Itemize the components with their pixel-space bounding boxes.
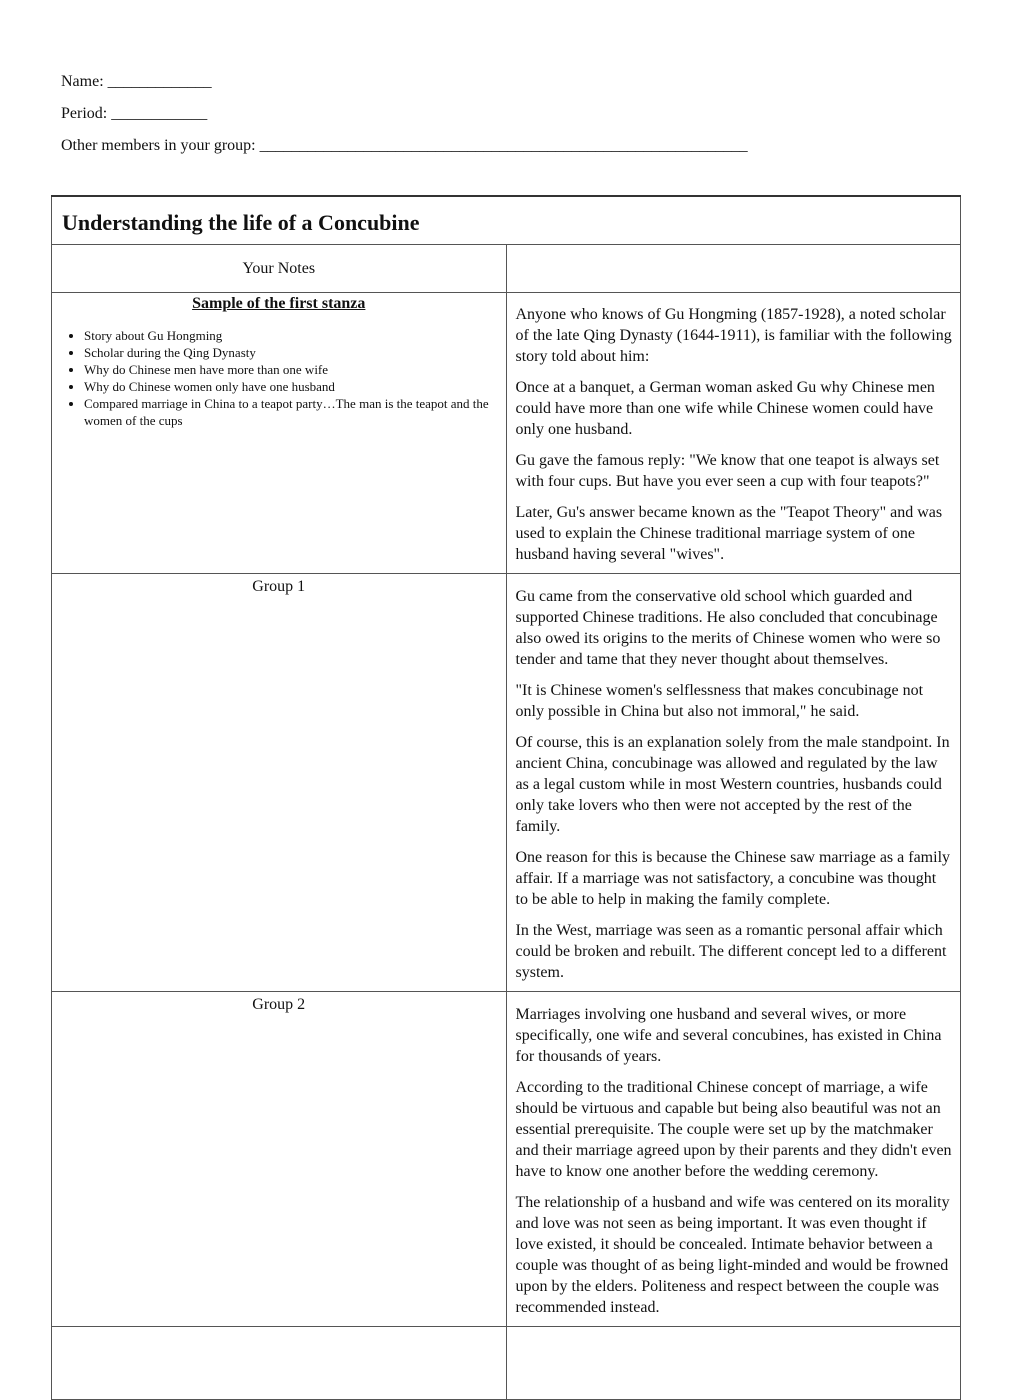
- paragraph: The relationship of a husband and wife was centered on its morality and love was not seen as being important. It was even thought if love existed, it should be concealed. Intimate behavior between a couple was thought of as being light-minded and would be frowned upon by the elders. Politeness and respect between the couple was recommended instead.: [515, 1194, 950, 1316]
- empty-text-cell[interactable]: [506, 1327, 961, 1400]
- worksheet-table: [51, 195, 961, 1400]
- notes-header-cell: [52, 245, 507, 293]
- group1-row: [52, 574, 961, 992]
- group2-notes-cell[interactable]: [52, 992, 507, 1327]
- sample-row: [52, 293, 961, 574]
- paragraph: In the West, marriage was seen as a romantic personal affair which could be broken and rebuilt. The different concept led to a different system.: [515, 922, 947, 981]
- list-item: • Compared marriage in China to a teapot party…The man is the teapot and the women of the cups: [84, 395, 506, 429]
- paragraph: Later, Gu's answer became known as the "Teapot Theory" and was used to explain the Chinese traditional marriage system of one husband having several "wives".: [515, 504, 943, 563]
- name-field-line: Name: _____________: [61, 73, 212, 90]
- period-field-line: Period: ____________: [61, 105, 208, 122]
- notes-header: Your Notes: [242, 260, 316, 277]
- paragraph: Anyone who knows of Gu Hongming (1857-1928), a noted scholar of the late Qing Dynasty (1644-1911), is familiar with the following story told about him:: [515, 306, 952, 365]
- group1-text-cell: [506, 574, 961, 992]
- list-item: • Why do Chinese men have more than one wife: [84, 361, 506, 378]
- sample-heading: Sample of the first stanza: [192, 295, 366, 312]
- group2-label: Group 2: [252, 996, 306, 1013]
- paragraph: Of course, this is an explanation solely from the male standpoint. In ancient China, concubinage was allowed and regulated by the law as a legal custom while in most Western countries, husbands could only take lovers who then were not accepted by the rest of the family.: [515, 734, 950, 835]
- list-item: • Why do Chinese women only have one husband: [84, 378, 506, 395]
- group2-row: [52, 992, 961, 1327]
- text-header-cell: [506, 245, 961, 293]
- list-item: • Story about Gu Hongming: [84, 327, 506, 344]
- group1-notes-cell[interactable]: [52, 574, 507, 992]
- empty-row: [52, 1327, 961, 1400]
- group-members-field-line: Other members in your group: _____________________________________________________________: [61, 137, 748, 154]
- empty-notes-cell[interactable]: [52, 1327, 507, 1400]
- worksheet-title: Understanding the life of a Concubine: [62, 210, 420, 235]
- sample-text-cell: [506, 293, 961, 574]
- title-cell: [52, 196, 961, 245]
- paragraph: According to the traditional Chinese concept of marriage, a wife should be virtuous and capable but being also beautiful was not an essential prerequisite. The couple were set up by the matchmaker and their marriage agreed upon by their parents and they didn't even have to know one another before the wedding ceremony.: [515, 1079, 952, 1180]
- sample-notes-cell: [52, 293, 507, 574]
- group2-text-cell: [506, 992, 961, 1327]
- paragraph: Marriages involving one husband and several wives, or more specifically, one wife and several concubines, has existed in China for thousands of years.: [515, 1006, 942, 1065]
- paragraph: Gu gave the famous reply: "We know that one teapot is always set with four cups. But have you ever seen a cup with four teapots?": [515, 452, 940, 490]
- paragraph: "It is Chinese women's selflessness that makes concubinage not only possible in China but also not immoral," he said.: [515, 682, 924, 720]
- paragraph: One reason for this is because the Chinese saw marriage as a family affair. If a marriage was not satisfactory, a concubine was thought to be able to help in making the family complete.: [515, 849, 951, 908]
- group1-label: Group 1: [252, 578, 306, 595]
- paragraph: Once at a banquet, a German woman asked Gu why Chinese men could have more than one wife while Chinese women could have only one husband.: [515, 379, 935, 438]
- sample-notes-list: [52, 327, 506, 429]
- list-item: • Scholar during the Qing Dynasty: [84, 344, 506, 361]
- paragraph: Gu came from the conservative old school which guarded and supported Chinese traditions. He also concluded that concubinage also owed its origins to the merits of Chinese women who were so tender and tame that they never thought about themselves.: [515, 588, 941, 668]
